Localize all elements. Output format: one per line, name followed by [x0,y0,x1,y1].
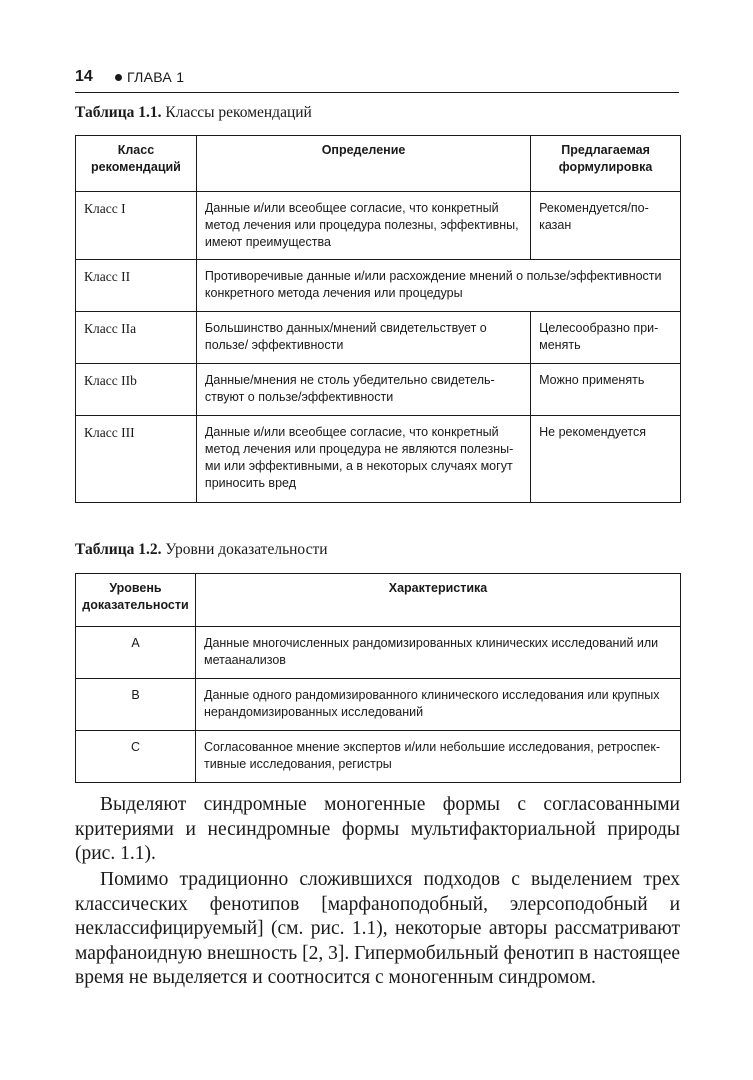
table-row [76,364,681,416]
definition-cell: Противоречивые данные и/или расхождение мнений о пользе/эффективности конкретного метода лечения или процедуры [196,260,680,312]
evidence-levels-table [75,573,681,783]
table-row [76,416,681,503]
wording-cell: Целесообразно применять [531,312,681,364]
level-cell: A [76,627,196,679]
wording-cell: Рекомендуется/показан [531,192,681,260]
description-cell: Согласованное мнение экспертов и/или небольшие исследования, ретроспективные исследования, регистры [195,731,680,783]
column-header: Определение [196,136,530,192]
definition-cell: Данные и/или всеобщее согласие, что конкретный метод лечения или процедура полезны, эффективны, имеют преимущества [196,192,530,260]
page-header [75,67,679,93]
definition-cell: Данные/мнения не столь убедительно свидетельствуют о пользе/эффективности [196,364,530,416]
table-row [76,679,681,731]
header-rule [75,92,679,93]
level-cell: C [76,731,196,783]
wording-cell: Не рекомендуется [531,416,681,503]
recommendation-classes-table [75,135,681,503]
column-header: Класс рекомендаций [76,136,197,192]
table1-caption [75,104,312,122]
table-row [76,731,681,783]
table2-caption-text: Уровни доказательности [161,541,328,558]
body-paragraph: Выделяют синдромные моногенные формы с согласованными критериями и несиндромные формы мультифакториальной природы (рис. 1.1). [75,794,680,864]
table1-caption-number: Таблица 1.1. [75,104,162,121]
level-cell: B [76,679,196,731]
class-cell: Класс III [76,416,197,503]
table1-caption-text: Классы рекомендаций [161,104,312,121]
table-row [76,260,681,312]
table-header-row [76,136,681,192]
column-header: Характеристика [195,574,680,627]
body-paragraph: Помимо традиционно сложившихся подходов с выделением трех классических фенотипов [марфаноподобный, элерсоподобный и неклассифицируемый] (см. рис. 1.1), некоторые авторы рассматривают марфаноидную внешность [2, 3]. Гипермобильный фенотип в настоящее время не выделяется и соотносится с моногенным синдромом. [75,869,680,988]
table-row [76,192,681,260]
column-header: Предлагаемая формулировка [531,136,681,192]
bullet-dot-icon [115,74,122,81]
table-row [76,627,681,679]
description-cell: Данные многочисленных рандомизированных клинических исследований или метаанализов [195,627,680,679]
table-row [76,312,681,364]
page-number: 14 [75,68,93,85]
table2-caption-number: Таблица 1.2. [75,541,162,558]
chapter-title: ГЛАВА 1 [127,69,185,85]
wording-cell: Можно применять [531,364,681,416]
class-cell: Класс IIb [76,364,197,416]
table-header-row [76,574,681,627]
class-cell: Класс II [76,260,197,312]
definition-cell: Данные и/или всеобщее согласие, что конкретный метод лечения или процедура не являются полезными или эффективными, а в некоторых случаях могут приносить вред [196,416,530,503]
description-cell: Данные одного рандомизированного клинического исследования или крупных нерандомизированных исследований [195,679,680,731]
class-cell: Класс IIa [76,312,197,364]
class-cell: Класс I [76,192,197,260]
column-header: Уровень доказательности [76,574,196,627]
definition-cell: Большинство данных/мнений свидетельствует о пользе/ эффективности [196,312,530,364]
table2-caption [75,541,328,559]
